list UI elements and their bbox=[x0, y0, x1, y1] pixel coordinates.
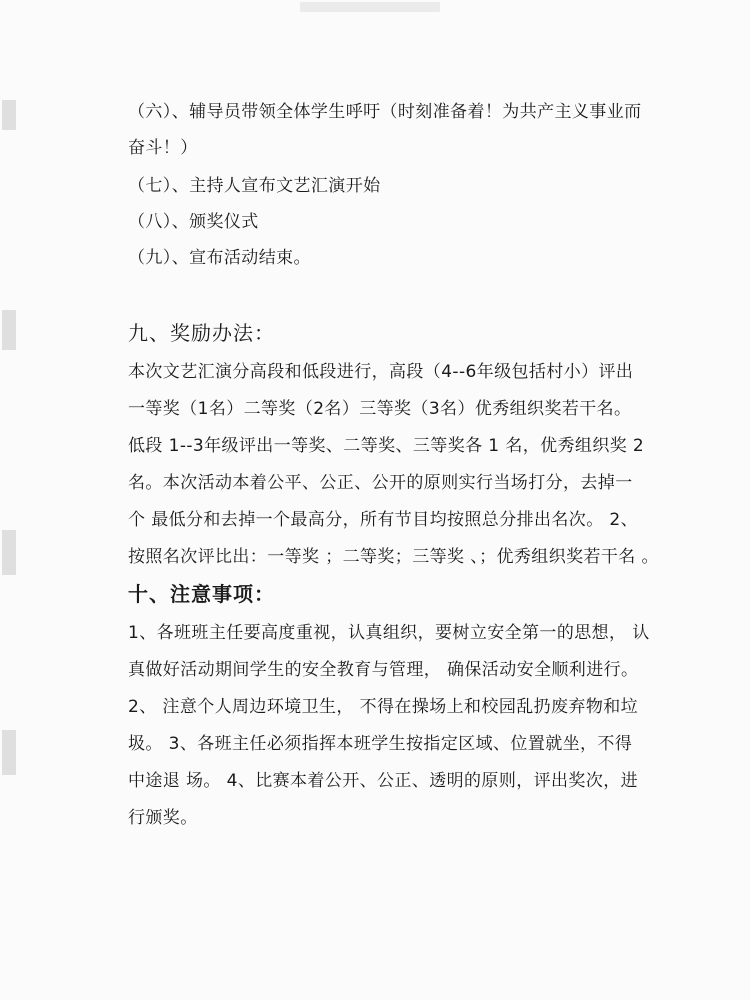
scan-smudge bbox=[300, 2, 440, 12]
section-10-line: 2、 注意个人周边环境卫生， 不得在操场上和校园乱扔废弃物和垃 bbox=[128, 697, 639, 717]
section-9-line: 个 最低分和去掉一个最高分，所有节目均按照总分排出名次。 2、 bbox=[128, 510, 639, 530]
scan-edge-mark bbox=[2, 730, 16, 775]
section-10-line: 真做好活动期间学生的安全教育与管理， 确保活动安全顺利进行。 bbox=[128, 660, 639, 680]
section-9-line: 按照名次评比出：一等奖 ；二等奖；三等奖 、；优秀组织奖若干名 。 bbox=[128, 547, 659, 567]
agenda-item-6-cont: 奋斗！） bbox=[128, 138, 198, 158]
scan-edge-mark bbox=[2, 530, 16, 575]
section-10-line: 圾。 3、各班主任必须指挥本班学生按指定区域、位置就坐，不得 bbox=[128, 734, 633, 754]
section-10-line: 中途退 场。 4、比赛本着公开、公正、透明的原则，评出奖次，进 bbox=[128, 771, 639, 791]
section-10-line: 1、各班班主任要高度重视，认真组织，要树立安全第一的思想， 认 bbox=[128, 623, 650, 643]
agenda-item-6: （六）、辅导员带领全体学生呼吁（时刻准备着！为共产主义事业而 bbox=[128, 102, 642, 122]
agenda-item-7: （七）、主持人宣布文艺汇演开始 bbox=[128, 176, 381, 196]
section-10-heading: 十、注意事项： bbox=[128, 582, 275, 606]
section-9-line: 一等奖（1名）二等奖（2名）三等奖（3名）优秀组织奖若干名。 bbox=[128, 399, 632, 419]
section-9-line: 低段 1--3年级评出一等奖、二等奖、三等奖各 1 名，优秀组织奖 2 bbox=[128, 436, 645, 456]
section-9-line: 本次文艺汇演分高段和低段进行，高段（4--6年级包括村小）评出 bbox=[128, 362, 634, 382]
scan-edge-mark bbox=[2, 310, 16, 350]
agenda-item-9: （九）、宣布活动结束。 bbox=[128, 248, 311, 268]
agenda-item-8: （八）、颁奖仪式 bbox=[128, 212, 259, 232]
section-10-line: 行颁奖。 bbox=[128, 808, 198, 828]
section-9-line: 名。本次活动本着公平、公正、公开的原则实行当场打分，去掉一 bbox=[128, 473, 633, 493]
scan-edge-mark bbox=[2, 100, 16, 130]
section-9-heading: 九、奖励办法： bbox=[128, 321, 275, 345]
